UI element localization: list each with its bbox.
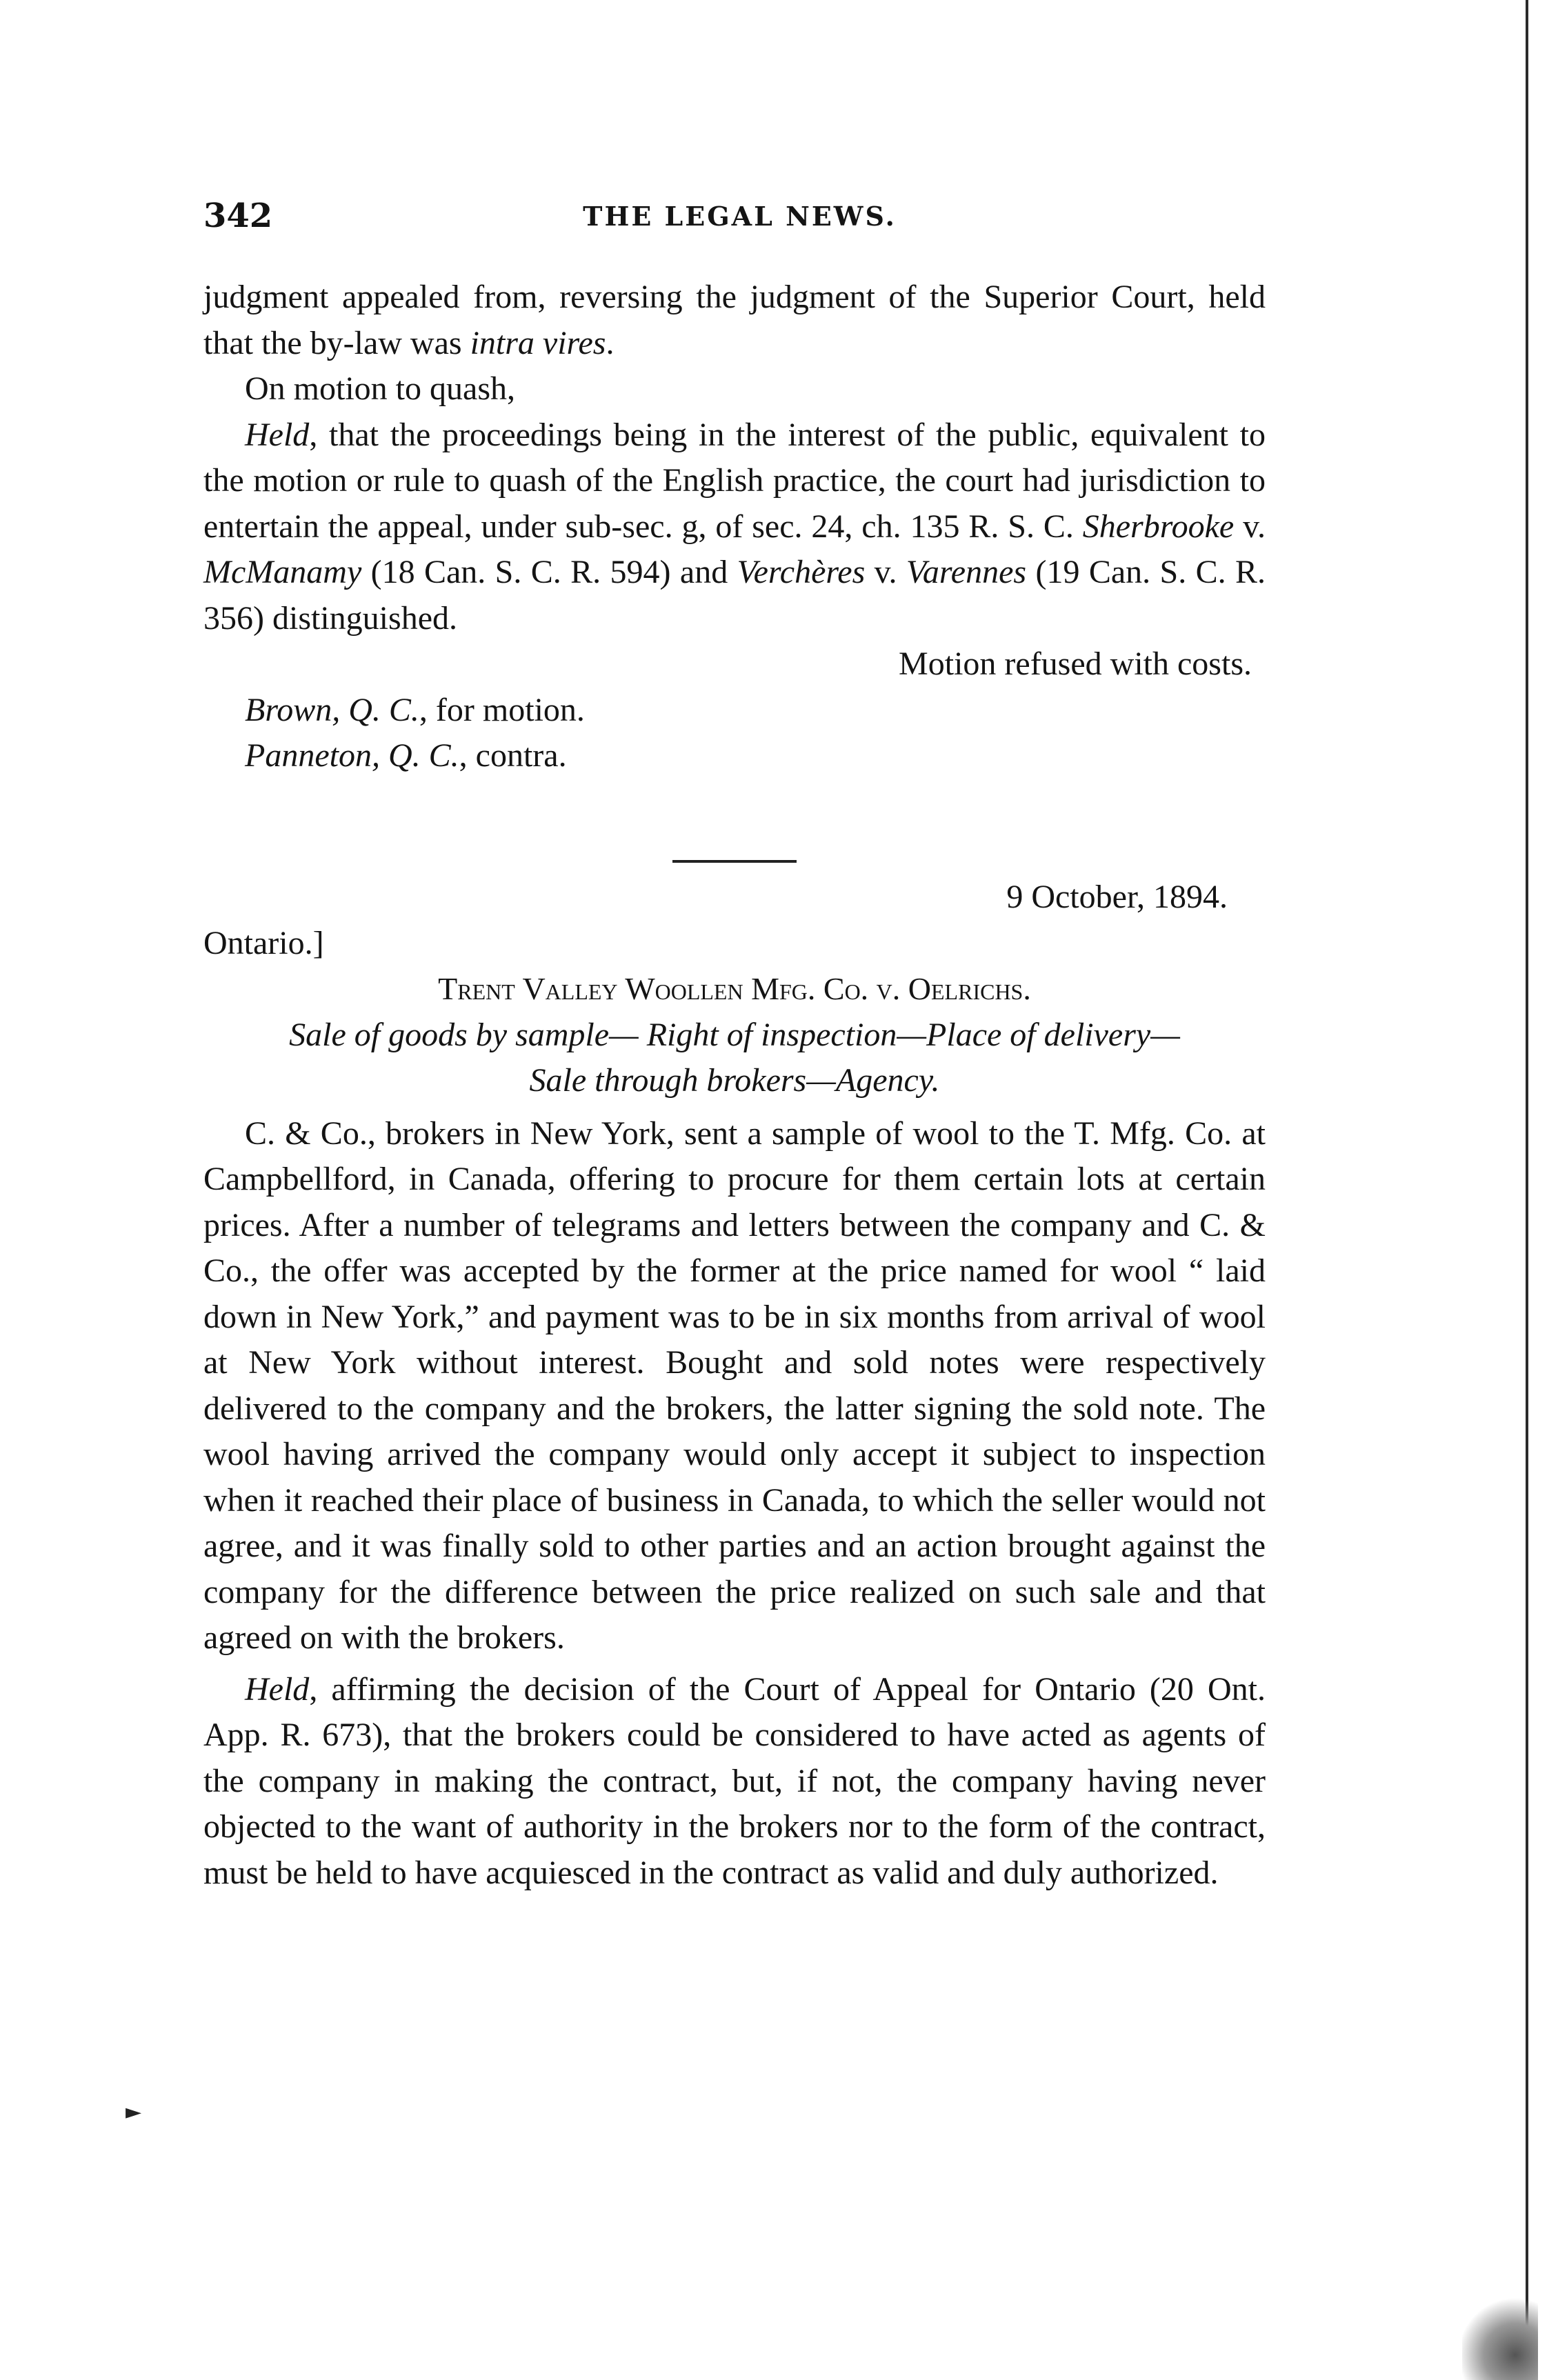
case-2: [203, 874, 1266, 1896]
headnote: Sale of goods by sample— Right of inspection—Place of delivery— Sale through brokers—Agency.: [289, 1016, 1180, 1099]
holding-paragraph-2: Held, affirming the decision of the Court of Appeal for Ontario (20 Ont. App. R. 673), that the brokers could be considered to have acted as agents of the company in making the contract, but, if not, the company having never objected to the want of authority in the brokers nor to the form of the contract, must be held to have acquiesced in the contract as valid and duly authorized.: [203, 1670, 1266, 1891]
running-title: THE LEGAL NEWS.: [583, 201, 897, 232]
binding-edge: [1526, 0, 1528, 2380]
counsel-line-1: Brown, Q. C., for motion.: [245, 691, 585, 728]
case-date: 9 October, 1894.: [1006, 879, 1228, 915]
section-divider: [672, 860, 797, 863]
province-line: Ontario.]: [203, 924, 324, 961]
facts-paragraph: C. & Co., brokers in New York, sent a sample of wool to the T. Mfg. Co. at Campbellford, in Canada, offering to procure for them certain lots at certain prices. After a number of telegrams and letters between the company and C. & Co., the offer was accepted by the former at the price named for wool “ laid down in New York,” and payment was to be in six months from arrival of wool at New York without interest. Bought and sold notes were respectively delivered to the company and the brokers, the latter signing the sold note. The wool having arrived the company would only accept it subject to inspection when it reached their place of business in Canada, to which the seller would not agree, and it was finally sold to other parties and an action brought against the company for the difference between the price realized on such sale and that agreed on with the brokers.: [203, 1114, 1266, 1656]
page-header: [203, 197, 1276, 252]
motion-line: On motion to quash,: [245, 370, 515, 407]
case-title: Trent Valley Woollen Mfg. Co. v. Oelrichs.: [438, 971, 1031, 1006]
page-number: 342: [203, 197, 273, 235]
scan-blemish: [1462, 2297, 1538, 2380]
case-1: [203, 274, 1266, 779]
margin-mark-icon: ►: [126, 2100, 142, 2124]
counsel-line-2: Panneton, Q. C., contra.: [245, 737, 567, 774]
continuation-paragraph: judgment appealed from, reversing the judgment of the Superior Court, held that the by-law was intra vires.: [203, 279, 1266, 361]
holding-paragraph: Held, that the proceedings being in the interest of the public, equivalent to the motion or rule to quash of the English practice, the court had jurisdiction to entertain the appeal, under sub-sec. g, of sec. 24, ch. 135 R. S. C. Sherbrooke v. McManamy (18 Can. S. C. R. 594) and Verchères v. Varennes (19 Can. S. C. R. 356) distinguished.: [203, 416, 1266, 637]
result-line: Motion refused with costs.: [899, 646, 1252, 682]
